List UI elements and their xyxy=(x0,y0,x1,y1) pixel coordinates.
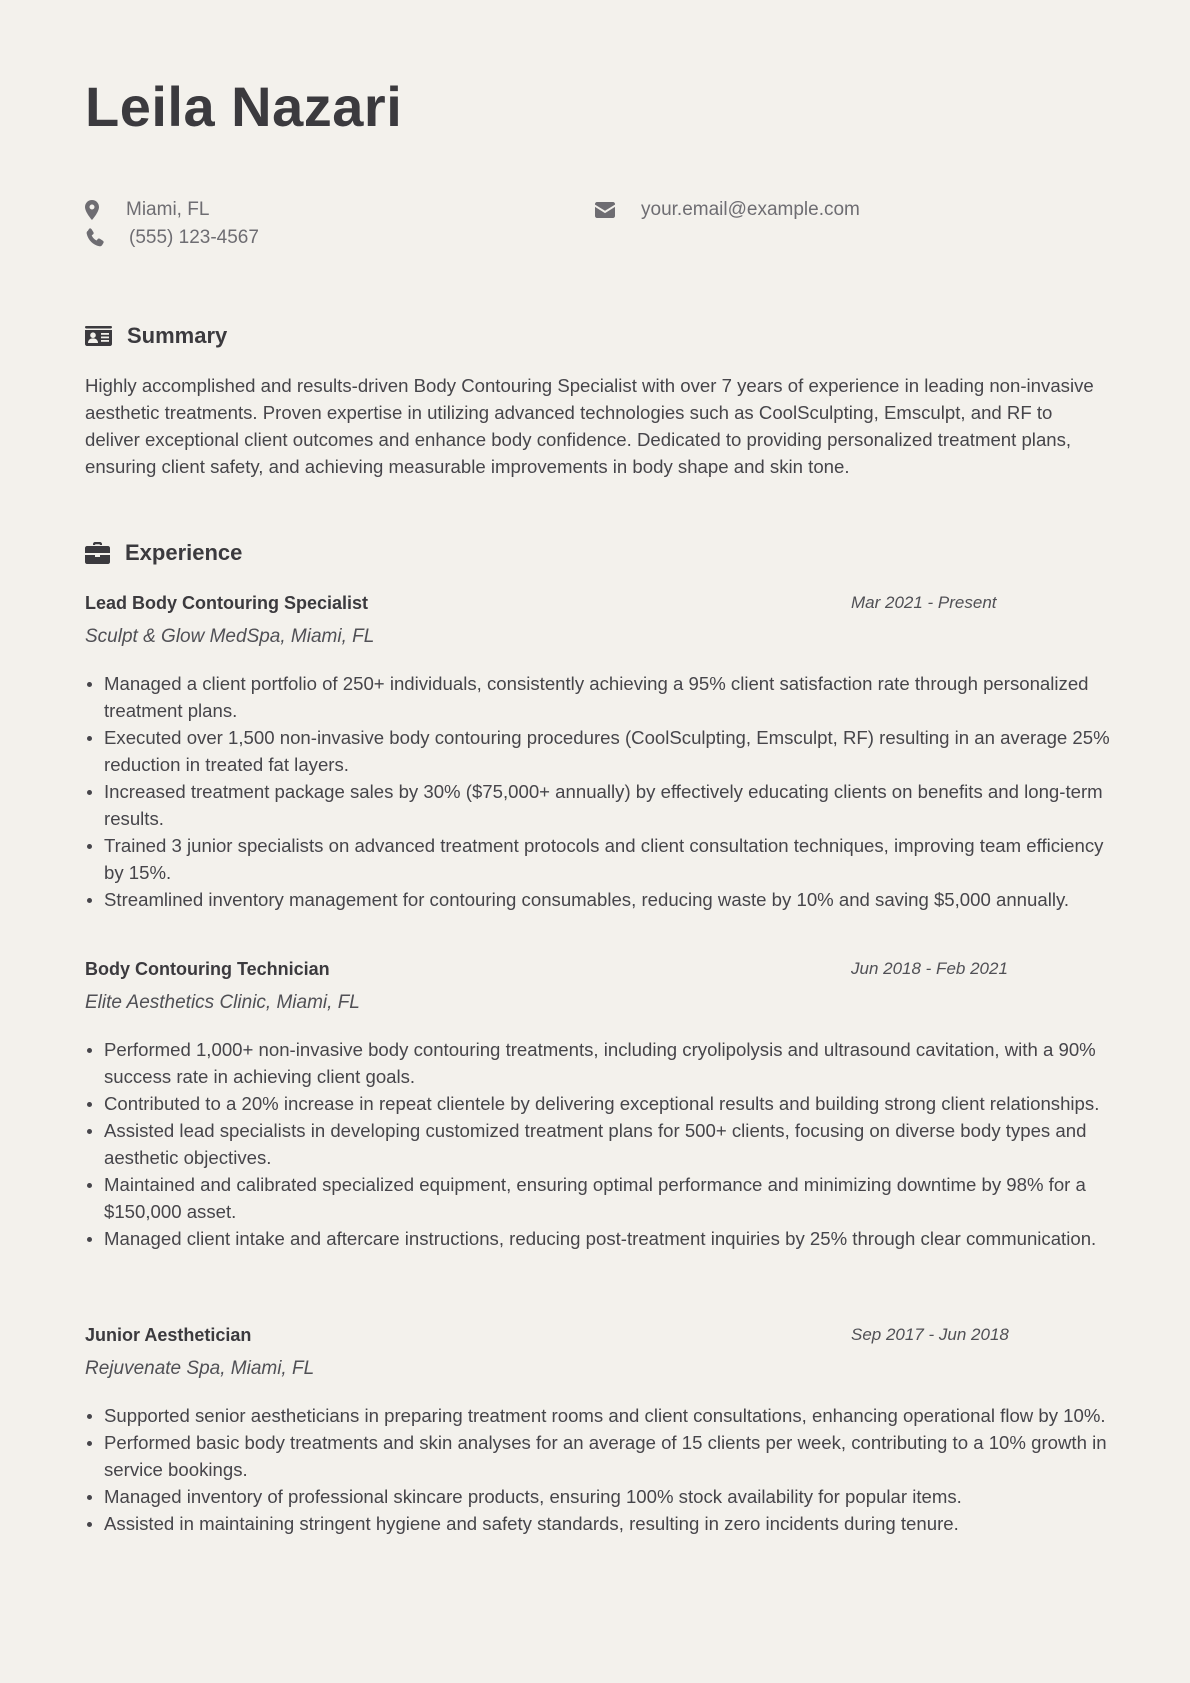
job-title: Body Contouring Technician xyxy=(85,959,330,979)
summary-heading xyxy=(85,320,227,352)
job-entry xyxy=(85,590,1110,913)
job-bullet: Managed client intake and aftercare instructions, reducing post-treatment inquiries by 25% through clear communication. xyxy=(85,1225,1110,1252)
phone-icon xyxy=(85,227,107,249)
job-company: Rejuvenate Spa, Miami, FL xyxy=(85,1358,315,1379)
contact-phone xyxy=(85,225,259,251)
job-bullet: Performed basic body treatments and skin analyses for an average of 15 clients per week, contributing to a 10% growth in service bookings. xyxy=(85,1429,1110,1483)
job-bullet: Performed 1,000+ non-invasive body contouring treatments, including cryolipolysis and ultrasound cavitation, with a 90% success rate in achieving client goals. xyxy=(85,1036,1110,1090)
job-entry xyxy=(85,1322,1110,1537)
job-bullet-list xyxy=(85,1402,1110,1537)
phone-text: (555) 123-4567 xyxy=(129,227,259,248)
job-bullet: Assisted in maintaining stringent hygiene and safety standards, resulting in zero incidents during tenure. xyxy=(85,1510,1110,1537)
job-company: Sculpt & Glow MedSpa, Miami, FL xyxy=(85,626,375,647)
job-bullet: Managed a client portfolio of 250+ individuals, consistently achieving a 95% client satisfaction rate through personalized treatment plans. xyxy=(85,670,1110,724)
job-bullet: Managed inventory of professional skincare products, ensuring 100% stock availability for popular items. xyxy=(85,1483,1110,1510)
location-text: Miami, FL xyxy=(126,199,210,220)
job-company: Elite Aesthetics Clinic, Miami, FL xyxy=(85,992,360,1013)
email-link[interactable]: your.email@example.com xyxy=(641,199,860,220)
summary-paragraph: Highly accomplished and results-driven Body Contouring Specialist with over 7 years of experience in leading non-invasive aesthetic treatments. Proven expertise in utilizing advanced technologies such as CoolSculpting, Emsculpt, and RF to deliver exceptional client outcomes and enhance body confidence. Dedicated to providing personalized treatment plans, ensuring client safety, and achieving measurable improvements in body shape and skin tone. xyxy=(85,375,1094,477)
summary-title: Summary xyxy=(127,323,228,348)
contact-email xyxy=(595,197,860,223)
job-dates: Sep 2017 - Jun 2018 xyxy=(851,1325,1009,1344)
job-dates: Mar 2021 - Present xyxy=(851,593,997,612)
job-dates: Jun 2018 - Feb 2021 xyxy=(851,959,1008,978)
job-title: Lead Body Contouring Specialist xyxy=(85,593,369,613)
job-bullet: Contributed to a 20% increase in repeat clientele by delivering exceptional results and building strong client relationships. xyxy=(85,1090,1110,1117)
envelope-icon xyxy=(595,199,617,221)
job-bullet: Supported senior aestheticians in preparing treatment rooms and client consultations, enhancing operational flow by 10%. xyxy=(85,1402,1110,1429)
contact-location xyxy=(85,197,209,223)
candidate-name: Leila Nazari xyxy=(85,75,403,138)
job-entry xyxy=(85,956,1110,1252)
job-bullet-list xyxy=(85,1036,1110,1252)
job-bullet: Streamlined inventory management for contouring consumables, reducing waste by 10% and saving $5,000 annually. xyxy=(85,886,1110,913)
experience-heading xyxy=(85,537,242,569)
job-bullet: Increased treatment package sales by 30% ($75,000+ annually) by effectively educating clients on benefits and long-term results. xyxy=(85,778,1110,832)
job-title: Junior Aesthetician xyxy=(85,1325,252,1345)
briefcase-icon xyxy=(85,541,113,565)
job-bullet: Assisted lead specialists in developing customized treatment plans for 500+ clients, focusing on diverse body types and aesthetic objectives. xyxy=(85,1117,1110,1171)
experience-title: Experience xyxy=(125,540,243,565)
job-bullet: Trained 3 junior specialists on advanced treatment protocols and client consultation techniques, improving team efficiency by 15%. xyxy=(85,832,1110,886)
job-bullet-list xyxy=(85,670,1110,913)
job-bullet: Maintained and calibrated specialized equipment, ensuring optimal performance and minimizing downtime by 98% for a $150,000 asset. xyxy=(85,1171,1110,1225)
job-bullet: Executed over 1,500 non-invasive body contouring procedures (CoolSculpting, Emsculpt, RF) resulting in an average 25% reduction in treated fat layers. xyxy=(85,724,1110,778)
id-card-icon xyxy=(85,324,113,348)
map-pin-icon xyxy=(85,199,107,221)
